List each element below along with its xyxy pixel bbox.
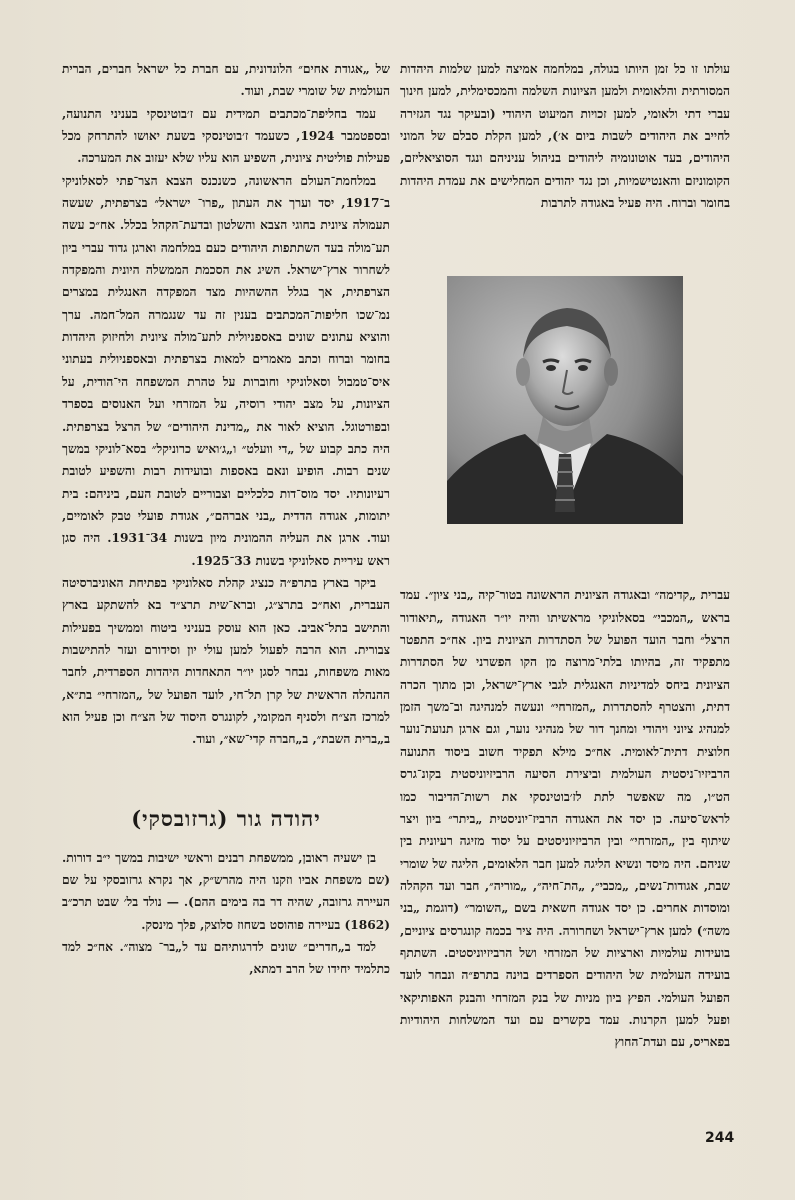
page-number: 244	[705, 1130, 735, 1146]
right-column	[400, 58, 730, 1054]
right-column-bottom-text: עברית „קדימה״ ובאגודה הציונית הראשונה בטור־קיה „בני ציון״. עמד בראש „המכבי״ בסאלוניקי מראשיתו והיה יו״ר האגודה „תיאודור הרצל״ וחבר הועד הפועל של הסתדרות הציונית ביון. אח״כ התפטר מתפקיד זה, בהיותו בלתי־מרוצה מן הקו הפשרני של הסתדרות הציונית ביחס למדיניות האנגלית לגבי ארץ־ישראל, וכן מתוך הכרה דתית, והצטרף להסתדרות „המזרחי״ ונעשה למנהיגה וב־משך הזמן למנהיג ציוני ויהודי ומחנך דור של מנהיגי נוער, וגם ארגן תנועת־נוער חלוצית דתית־לאומית. אח״כ מילא תפקיד חשוב ביסוד התנועה הרביזיו־ניסטית העולמית וביצירת הסיעה הרביזיוניסטית בקונ־גרס הט״ו, מה שאפשר לתת לז׳בוטינסקי את רשות־הדיבור כמו לראש־סיעה. כן יסד את האגודה הרביז־יוניסטית „ביתר״ ביון ויצר שיתוף בין „המזרחי״ ובין הרביזיוניסטים על יסוד מזיגה רעיונית בין שניהם. היה מיסד ונשיא הליגה למען חבר הלאומים, הליגה של שומרי שבת, אגודות־נשים, „מכבי״, „הת־חיה״, „מוריה״, חבר ועד הקהלה ומוסדות אחרים. כן יסד אגודה חשאית בשם „השומר״ (דוגמת „בני משה״) למען ארץ־ישראל ושחרורה. היה ציר בכמה קונגרסים ציוניים, בועידות עולמיות וארציות של המזרחי ושל הרביזיוניסטים. השתתף בועידה העולמית של היהודים הספרדים בוינה בתרפ״ה ונבחר לועד הפועל העולמי. הפיץ ביון מניות של בנק המזרחי והבנק האפותיקאי ופעל למען הקרנות. עמד בקשרים עם ועד המשלחות היהודיות בפאריס, עם ועדת־החוץ	[400, 588, 730, 1050]
left-paragraph-4: ביקר בארץ בתרפ״ה כנציג קהלת סאלוניקי בפתיחת האוניברסיטה העברית, ואח״כ בתרצ״ג, וברא־שית תרצ״ד בא להשתקע בארץ והתישב בתל־אביב. כאן הוא עוסק בעניני ביטוח וממשיך בפעילות צבורית. הוא הרבה לפעול למען עולי יון וסידורם ועזר להתישבות מאות משפחות, נבחר לסגן יו״ר התאחדות היהדות הספרדית, לחבר ההנהלה הראשית של קרן תל־חי, לועד הפועל של „המזרחי״ בת״א, למרכז הצ״ח ולסניף המקומי, לקונגרס היסוד של הצ״ח וכן פעיל הוא ב„ברית השבת״, ב„חברה קדי־שא״, ועוד.	[62, 575, 390, 747]
left-column	[62, 58, 390, 981]
biography-heading: יהודה גור (גרזובסקי)	[131, 805, 321, 831]
left-paragraph-6: למד ב„חדרים״ שונים לדרגותיהם עד ל„בר־ מצוה״. אח״כ למד כתלמיד יחידו של הרב דמתא,	[62, 940, 390, 977]
right-column-top-text: עולתו זו כל זמן היותו בגולה, במלחמה אמיצה למען שלמות היהדות המסורתית והלאומית ולמען הציונות השלמה והמכסימלית, למען חינוך עברי דתי ולאומי, למען זכויות המיעוט היהודי (ובעיקר נגד הגזירה לחייב את היהודים לשבות ביום א׳), למען הקלת סבלם של המוני היהודים, בעד אוטונומיה ליהודים בניהול עניניהם ונגד הסוציאליזם, הקומוניזם והאנטישמיות, וכן נגד יהודים המחלישים את עמדת היהדות בחומר וברוח. היה פעיל באגודה לתרבות	[400, 62, 730, 211]
left-paragraph-5: בן ישעיה ראובן, ממשפחת רבנים וראשי ישיבות במשך י״ב דורות. (שם משפחת אביו וזקנו היה מהרש״ק, אך נקרא גרזובסקי על שם העיירה גרזובה, שהיה דר בה בימים ההם). — נולד בל׳ שבט תרכ״ב (1862) בעיירה פוהוסט בשחוז סלוצק, פלך מינסק.	[62, 850, 390, 932]
portrait-photo	[447, 276, 683, 524]
left-paragraph-1: של „אגודת אחים״ הלונדונית, עם חברת כל ישראל חברים, הברית העולמית של שומרי שבת, ועוד.	[62, 62, 390, 99]
left-paragraph-3: במלחמת־העולם הראשונה, כשנכנס הצבא הצר־פתי לסאלוניקי ב־1917, יסד וערך את העתון „פרו־ ישראל״ בצרפתית, שעשה תעמולה ציונית בחוגי הצבא והשלטון ובדעת־הקהל בכלל. אח״כ עשה תע־מולה בעד השתתפות היהודים כעם במלחמה וארגן גדוד עברי ביון לשחרור ארץ־ישראל. השיג את הסכמת הממשלה היונית והמפקדה הצרפתית, אך בגלל ההשהיות מצד המפקדה האנגלית במצרים נמ־שכו חליפות־המכתבים בענין זה עד שנגמרה המל־חמה. ערך והוציא עתונים שונים באספניולית לתע־מולה ציונית ולחיזוק היהדות בחומר וברוח וכתב מאמרים למאות בצרפתית ובאספניולית בעתוני איס־טמבול וסאלוניקי וחוברות על טהרת המשפחה הי־הודית, על הציונות, על מצב יהודי רוסיה, על המזרחי ועל האנוסים בספרד ובפורטוגל. הוציא לאור את „מדינת היהודים״ של הרצל בצרפתית. היה כתב קבוע של „די וועלט״ ו„ג׳ואיש כרוניקל״ בסא־לוניקי במשך שנים רבות. הופיע ונאם באספות ובועידות רבות והשפיע לטובת רעיונותיו. יסד מוס־דות כלכליים וצבוריים לטובת העם, ביניהם: בית יתומות, אגודה הדדית „בני אברהם״, אגודת פועלי טבק לאומיים, ועוד. ארגן את העליה ההמונית מיון בשנות 34־1931. היה סגן ראש עיריית סאלוניקי בשנות 33־1925.	[62, 173, 390, 568]
left-paragraph-2: עמד בחליפת־מכתבים תמידית עם ז׳בוטינסקי בעניני התנועה, ובספטמבר 1924, כשעמד ז׳בוטינסקי בשעת יאושו להתרחק מכל פעילות פוליטית ציונית, השפיע הוא עליו שלא יעזוב את המערכה.	[62, 106, 390, 166]
